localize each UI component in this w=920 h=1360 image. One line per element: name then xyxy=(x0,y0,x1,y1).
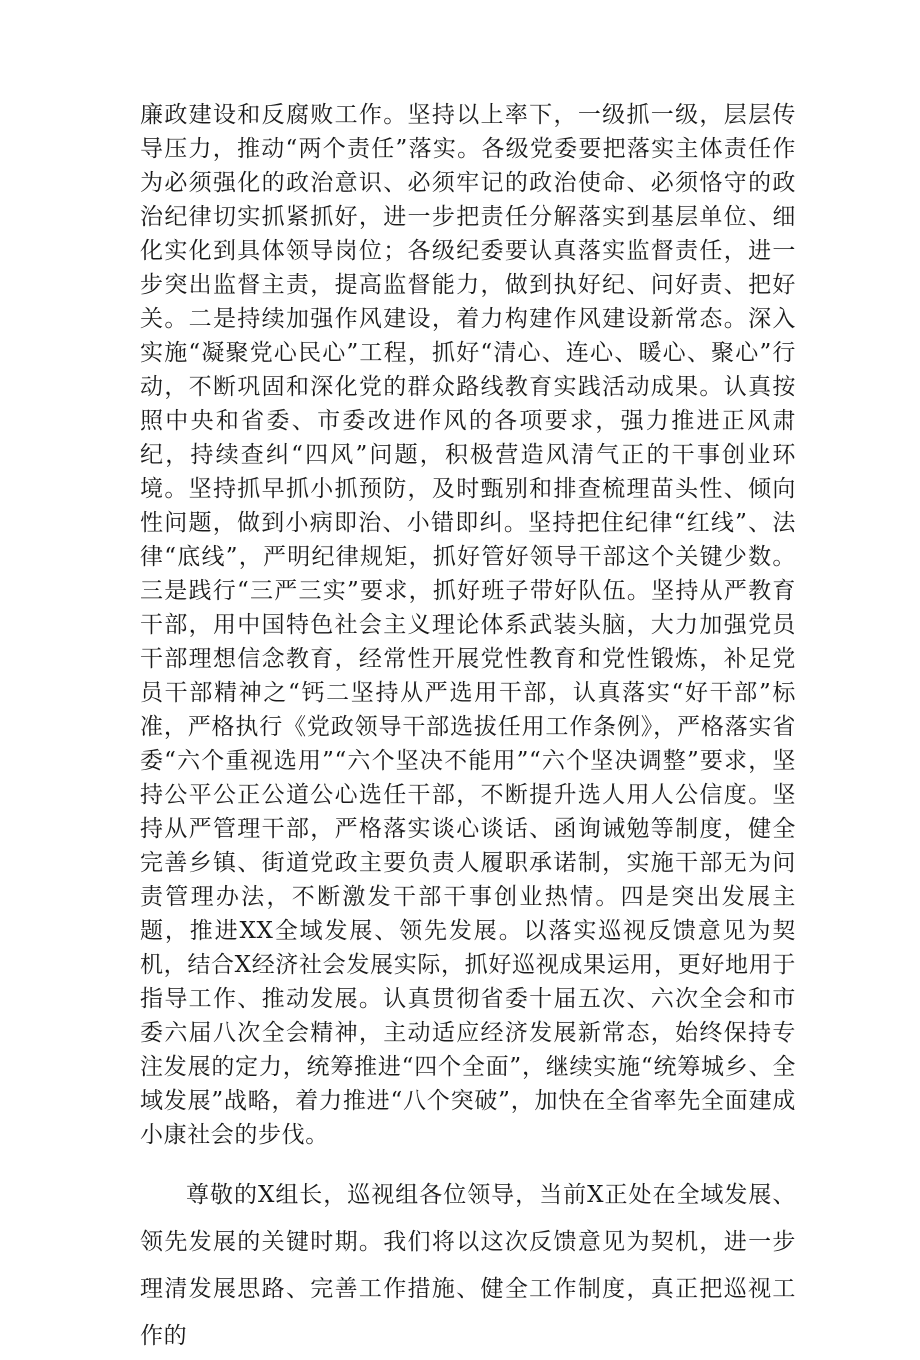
body-paragraph-1: 廉政建设和反腐败工作。坚持以上率下，一级抓一级，层层传导压力，推动“两个责任”落实。各级党委要把落实主体责任作为必须强化的政治意识、必须牢记的政治使命、必须恪守的政治纪律切实抓紧抓好，进一步把责任分解落实到基层单位、细化实化到具体领导岗位；各级纪委要认真落实监督责任，进一步突出监督主责，提高监督能力，做到执好纪、问好责、把好关。二是持续加强作风建设，着力构建作风建设新常态。深入实施“凝聚党心民心”工程，抓好“清心、连心、暖心、聚心”行动，不断巩固和深化党的群众路线教育实践活动成果。认真按照中央和省委、市委改进作风的各项要求，强力推进正风肃纪，持续查纠“四风”问题，积极营造风清气正的干事创业环境。坚持抓早抓小抓预防，及时甄别和排查梳理苗头性、倾向性问题，做到小病即治、小错即纠。坚持把住纪律“红线”、法律“底线”，严明纪律规矩，抓好管好领导干部这个关键少数。三是践行“三严三实”要求，抓好班子带好队伍。坚持从严教育干部，用中国特色社会主义理论体系武装头脑，大力加强党员干部理想信念教育，经常性开展党性教育和党性锻炼，补足党员干部精神之“钙二坚持从严选用干部，认真落实“好干部”标准，严格执行《党政领导干部选拔任用工作条例》，严格落实省委“六个重视选用”“六个坚决不能用”“六个坚决调整”要求，坚持公平公正公道公心选任干部，不断提升选人用人公信度。坚持从严管理干部，严格落实谈心谈话、函询诫勉等制度，健全完善乡镇、街道党政主要负责人履职承诺制，实施干部无为问责管理办法，不断激发干部干事创业热情。四是突出发展主题，推进XX全域发展、领先发展。以落实巡视反馈意见为契机，结合X经济社会发展实际，抓好巡视成果运用，更好地用于指导工作、推动发展。认真贯彻省委十届五次、六次全会和市委六届八次全会精神，主动适应经济发展新常态，始终保持专注发展的定力，统筹推进“四个全面”，继续实施“统筹城乡、全域发展”战略，着力推进“八个突破”，加快在全省率先全面建成小康社会的步伐。 xyxy=(140,102,796,1148)
body-paragraph-2: 尊敬的X组长，巡视组各位领导，当前X正处在全域发展、领先发展的关键时期。我们将以这次反馈意见为契机，进一步理清发展思路、完善工作措施、健全工作制度，真正把巡视工作的 xyxy=(140,1182,796,1349)
